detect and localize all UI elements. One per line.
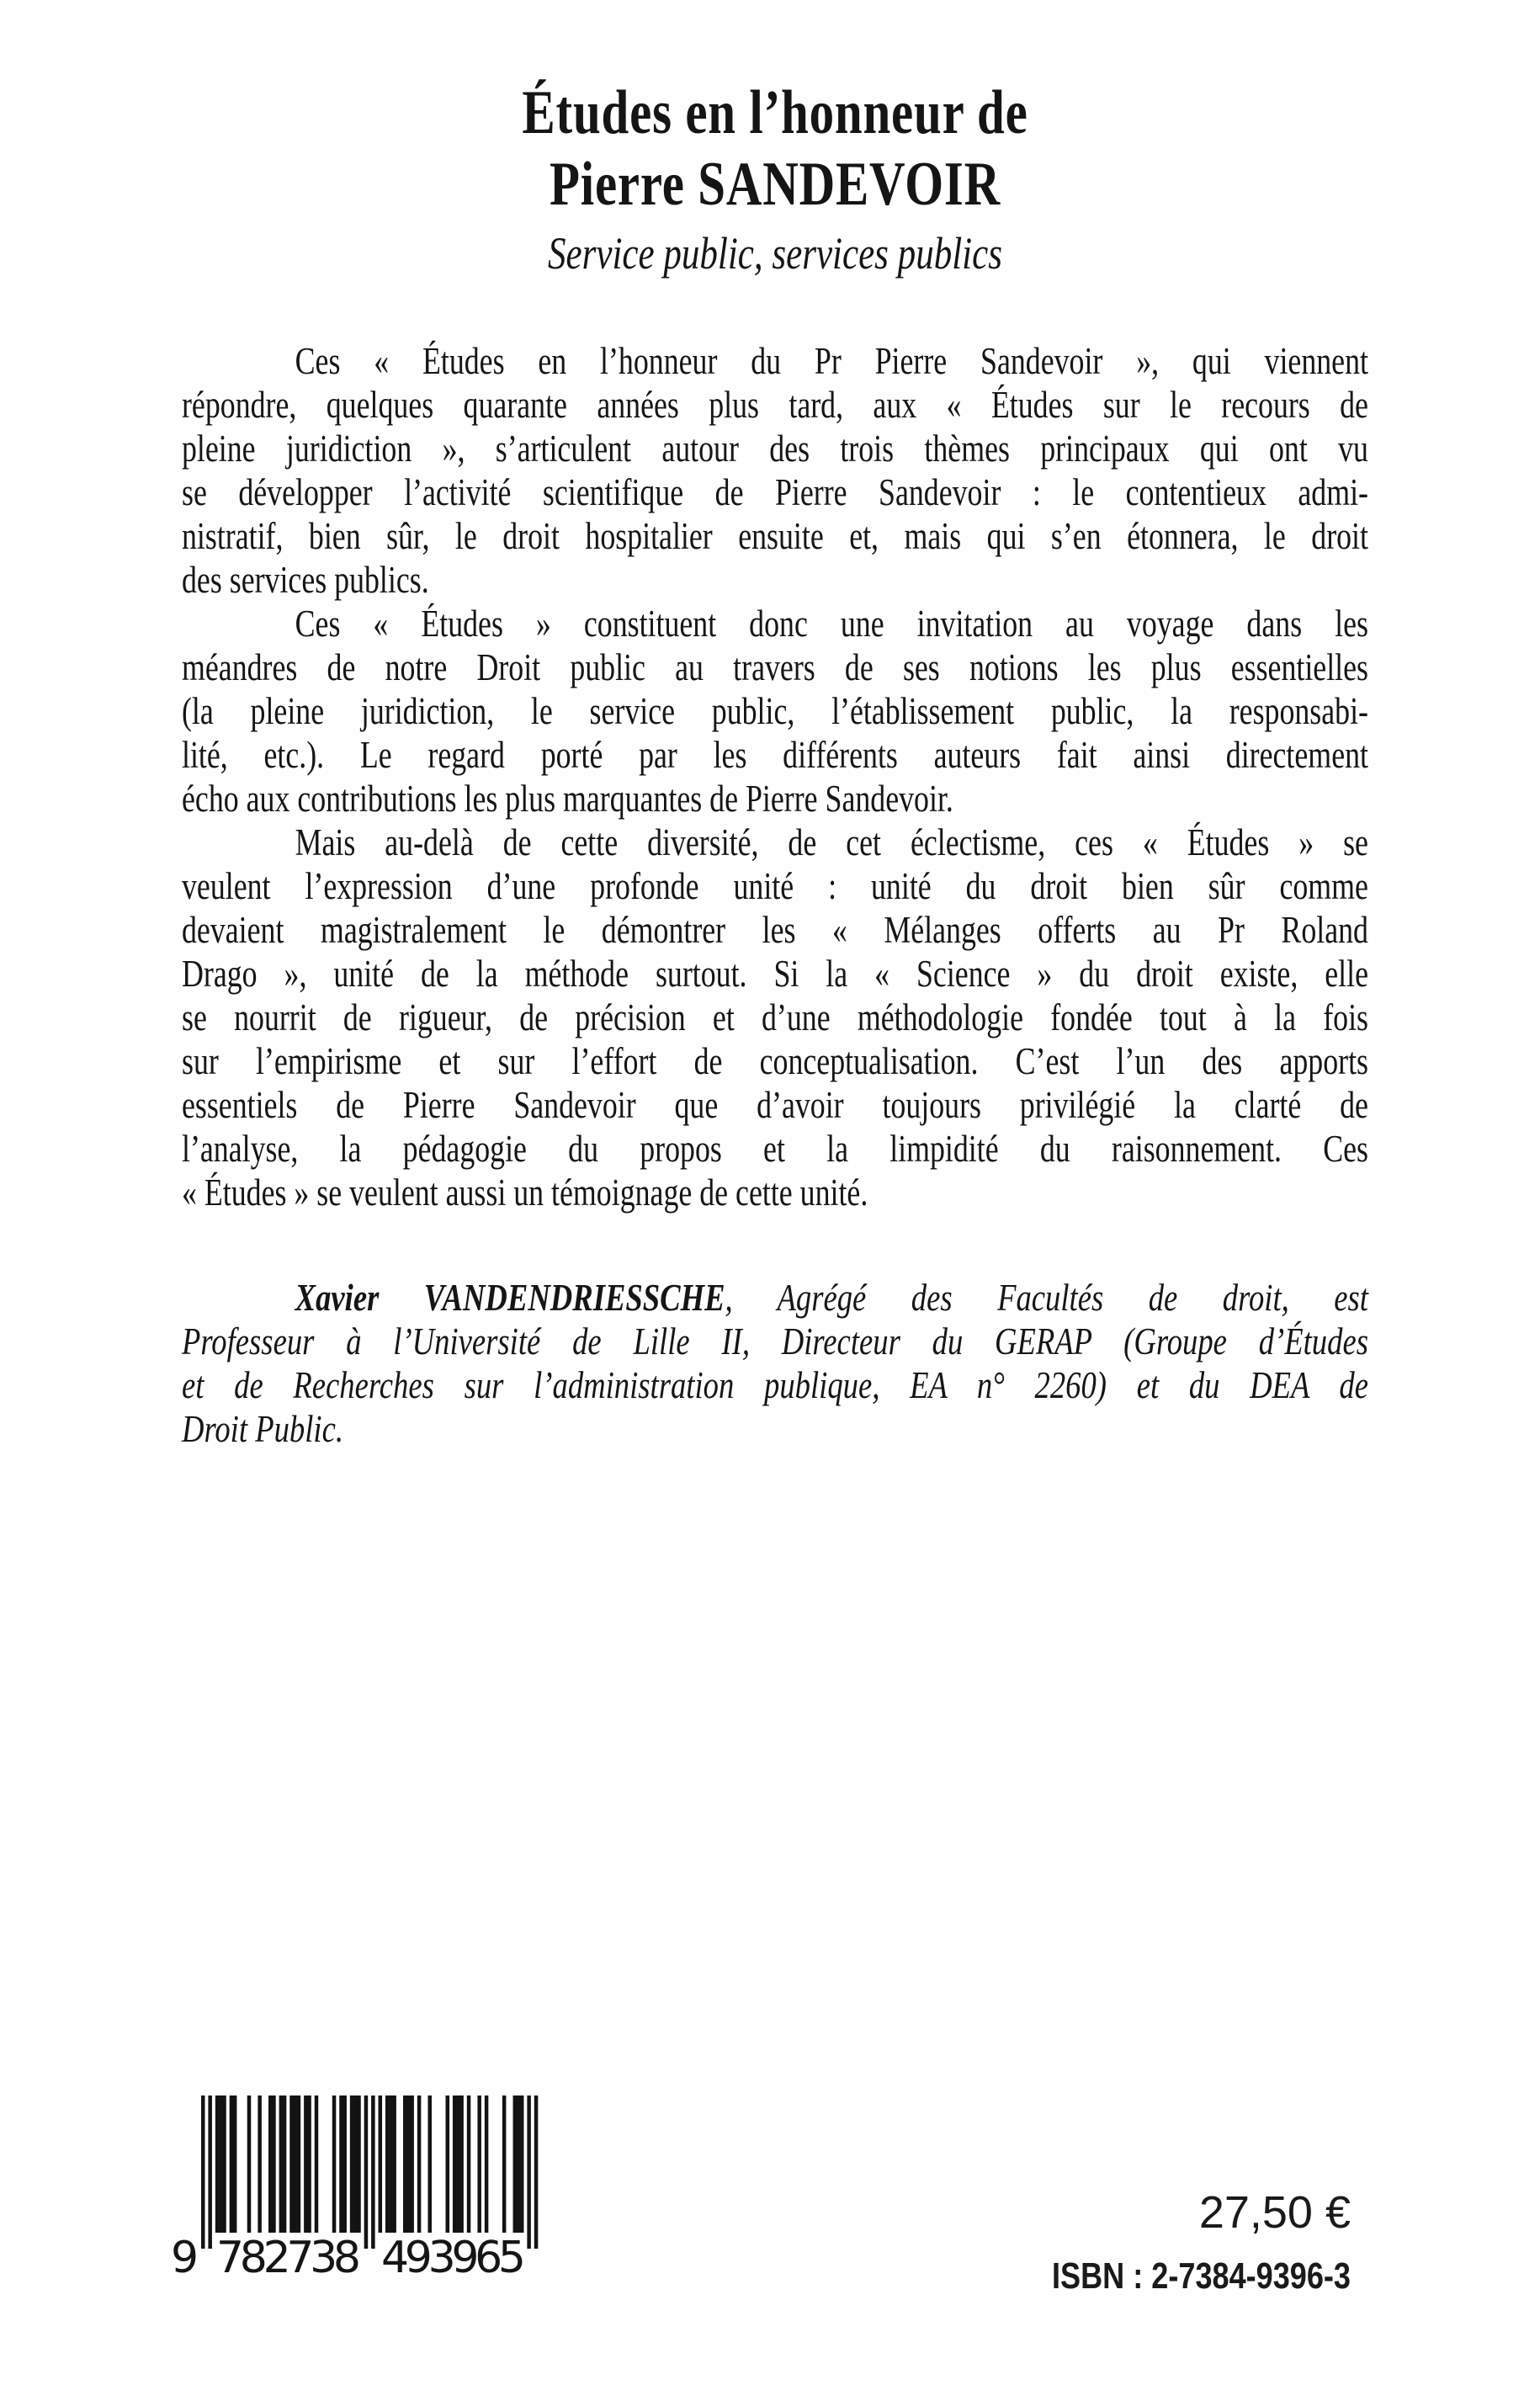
barcode-digit-group-1: 782738 bbox=[216, 2233, 361, 2282]
text-line: sur l’empirisme et sur l’effort de conceptualisation. C’est l’un des apports bbox=[182, 1040, 1368, 1082]
text-line: l’analyse, la pédagogie du propos et la limpidité du raisonnement. Ces bbox=[182, 1128, 1368, 1170]
text-line: « Études » se veulent aussi un témoignage de cette unité. bbox=[182, 1171, 868, 1214]
price-label: 27,50 € bbox=[1198, 2187, 1351, 2238]
isbn-label: ISBN : 2-7384-9396-3 bbox=[1052, 2255, 1351, 2297]
text-line: répondre, quelques quarante années plus tard, aux « Études sur le recours de bbox=[182, 384, 1368, 426]
text-line: Professeur à l’Université de Lille II, Directeur du GERAP (Groupe d’Études bbox=[182, 1320, 1368, 1362]
text-line: essentiels de Pierre Sandevoir que d’avoir toujours privilégié la clarté de bbox=[182, 1084, 1368, 1126]
text-line: veulent l’expression d’une profonde unité : unité du droit bien sûr comme bbox=[182, 865, 1368, 907]
price-isbn-block bbox=[968, 2188, 1351, 2296]
text-line: Droit Public. bbox=[182, 1407, 344, 1450]
text-line: nistratif, bien sûr, le droit hospitalier ensuite et, mais qui s’en étonnera, le droit bbox=[182, 515, 1368, 557]
text-line: méandres de notre Droit public au travers de ses notions les plus essentielles bbox=[182, 646, 1368, 688]
author-bio bbox=[182, 1276, 1368, 1451]
paragraph-2 bbox=[182, 602, 1368, 821]
bio-line-rest: , Agrégé des Facultés de droit, est bbox=[725, 1276, 1368, 1319]
barcode-lead-digit: 9 bbox=[171, 2233, 199, 2282]
text-line: (la pleine juridiction, le service public, l’établissement public, la responsabi- bbox=[182, 690, 1368, 732]
text-line: des services publics. bbox=[182, 559, 429, 601]
text-line: devaient magistralement le démontrer les « Mélanges offerts au Pr Roland bbox=[182, 909, 1368, 951]
text-line: pleine juridiction », s’articulent autour des trois thèmes principaux qui ont vu bbox=[182, 428, 1368, 470]
paragraph-1 bbox=[182, 339, 1368, 602]
text-column bbox=[182, 0, 1368, 2385]
text-line: Ces « Études » constituent donc une invitation au voyage dans les bbox=[295, 603, 1368, 645]
barcode-bars bbox=[201, 2096, 538, 2249]
barcode-digit-group-2: 493965 bbox=[381, 2233, 526, 2282]
book-title bbox=[182, 77, 1368, 220]
text-line: et de Recherches sur l’administration publique, EA n° 2260) et du DEA de bbox=[182, 1363, 1368, 1406]
text-line: Drago », unité de la méthode surtout. Si la « Science » du droit existe, elle bbox=[182, 953, 1368, 995]
author-name: Xavier VANDENDRIESSCHE bbox=[295, 1276, 725, 1319]
paragraph-3 bbox=[182, 821, 1368, 1214]
text-line: Mais au-delà de cette diversité, de cet éclectisme, ces « Études » se bbox=[295, 821, 1368, 863]
text-line: se développer l’activité scientifique de Pierre Sandevoir : le contentieux admi- bbox=[182, 471, 1368, 513]
text-line: se nourrit de rigueur, de précision et d’une méthodologie fondée tout à la fois bbox=[182, 996, 1368, 1038]
text-line: Ces « Études en l’honneur du Pr Pierre Sandevoir », qui viennent bbox=[295, 340, 1368, 382]
blurb-text bbox=[182, 339, 1368, 1214]
title-line-1: Études en l’honneur de bbox=[522, 78, 1028, 147]
text-line: écho aux contributions les plus marquantes de Pierre Sandevoir. bbox=[182, 778, 953, 820]
book-subtitle: Service public, services publics bbox=[548, 228, 1002, 279]
title-line-2: Pierre SANDEVOIR bbox=[549, 150, 1001, 219]
text-line bbox=[182, 1276, 1368, 1320]
ean13-barcode bbox=[164, 2096, 551, 2282]
text-line: lité, etc.). Le regard porté par les différents auteurs fait ainsi directement bbox=[182, 734, 1368, 776]
